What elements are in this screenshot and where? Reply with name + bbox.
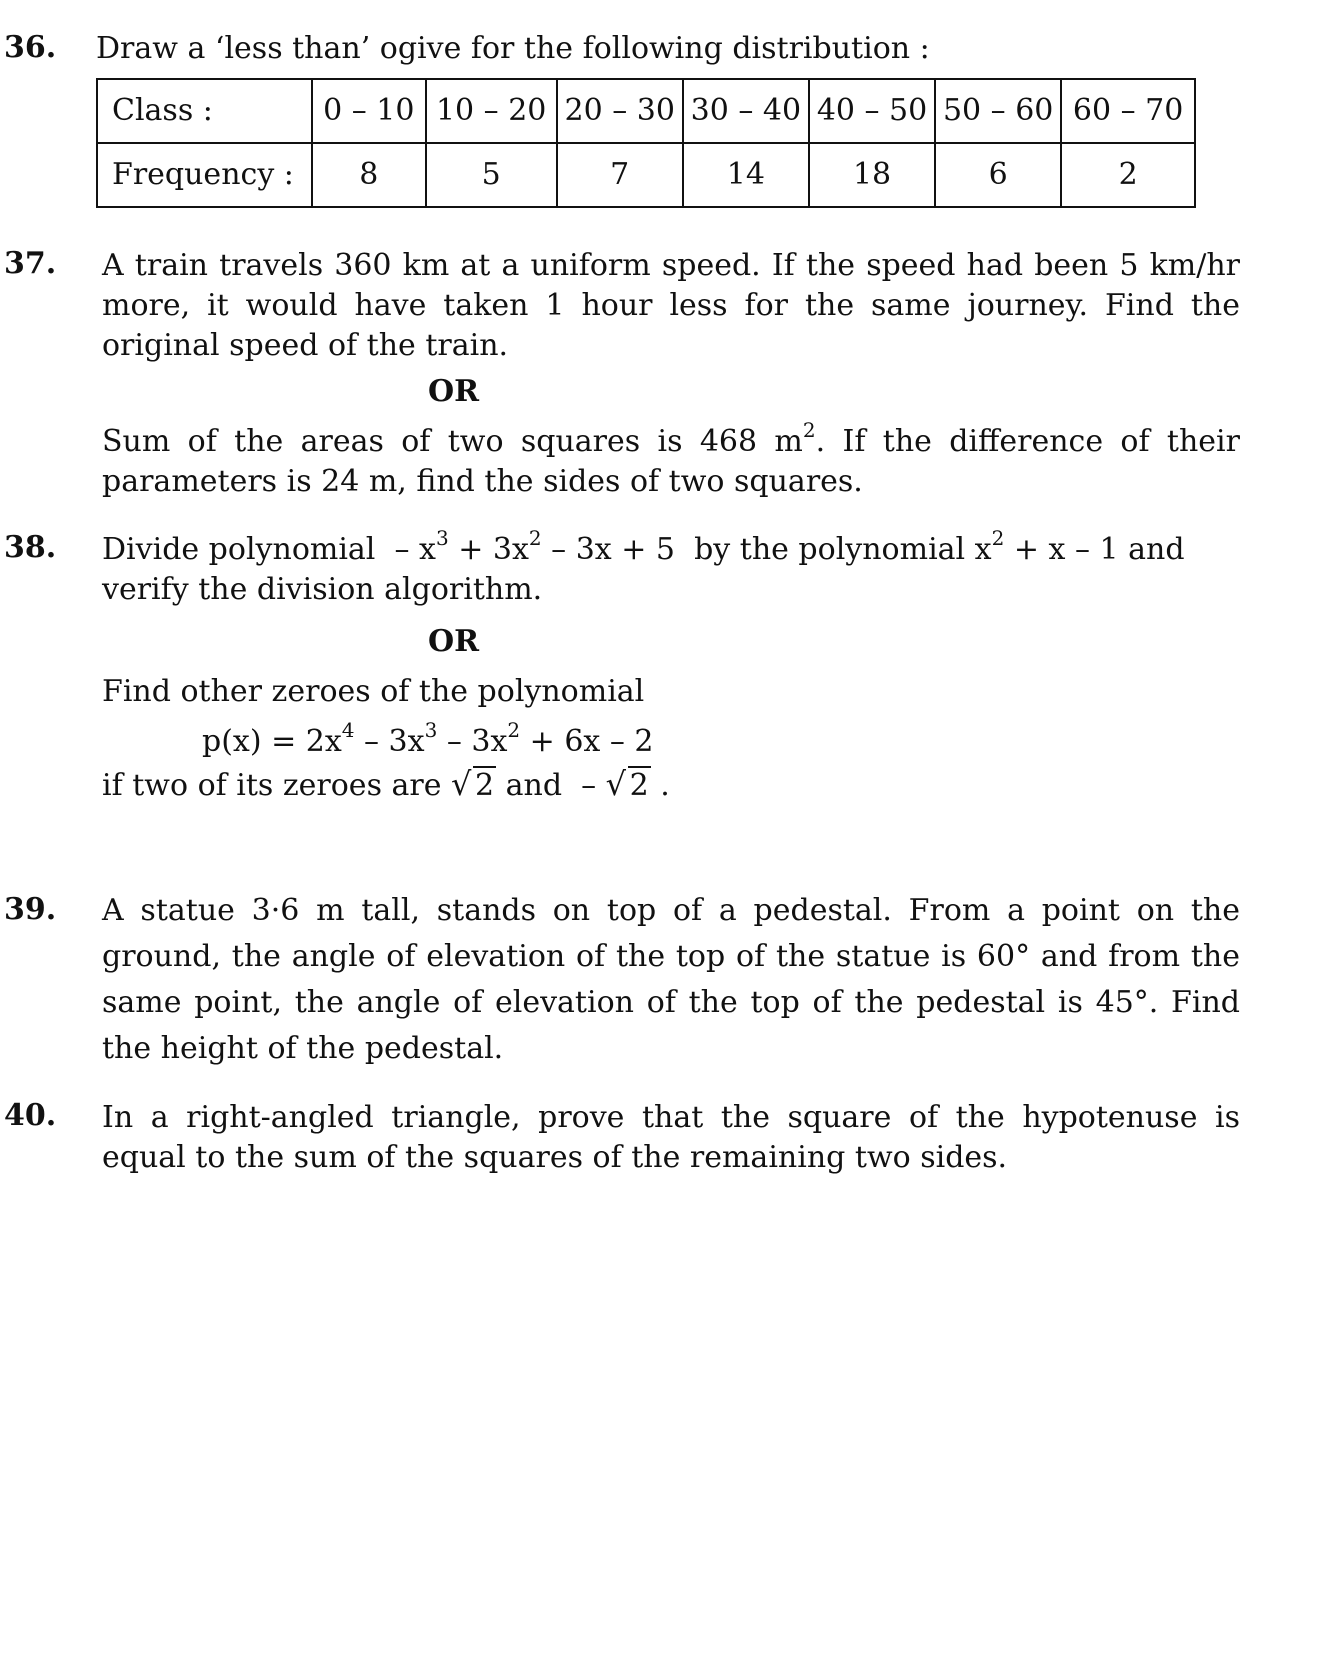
table-cell: 6 [935,143,1061,207]
question-text: A train travels 360 km at a uniform speed. If the speed had been 5 km/hr more, it would have taken 1 hour less for the same journey. Find the original speed of the train. [102,248,1240,363]
table-cell: 18 [809,143,935,207]
table-cell: 5 [426,143,557,207]
question-number: 36. [4,30,57,65]
table-row [97,79,1195,143]
question-number: 37. [4,246,57,281]
table-cell: 40 – 50 [809,79,935,143]
table-row-header: Class : [97,79,312,143]
square-root [451,766,496,806]
alternative-question-text: Find other zeroes of the polynomial [102,674,645,709]
text-segment: p(x) = 2x [202,724,342,759]
question-number: 40. [4,1098,57,1133]
table-cell: 14 [683,143,809,207]
table-cell: 30 – 40 [683,79,809,143]
text-segment: – 3x + 5 by the polynomial x [541,532,992,567]
question-body [102,526,1240,806]
question-body [102,246,1240,502]
alternative-question-text [102,418,1240,502]
radicand: 2 [629,768,649,803]
superscript: 3 [424,718,438,742]
question-number: 38. [4,530,57,565]
table-row [97,143,1195,207]
text-segment: Divide polynomial – x [102,532,436,567]
text-segment: and – [496,768,606,803]
frequency-table [96,78,1196,208]
table-cell: 10 – 20 [426,79,557,143]
question-text: In a right-angled triangle, prove that the square of the hypotenuse is equal to the sum of the squares of the remaining two sides. [102,1100,1240,1175]
table-cell: 0 – 10 [312,79,426,143]
or-separator: OR [428,624,480,659]
superscript: 2 [802,418,816,442]
superscript: 2 [528,526,542,550]
radical-sign-icon: √ [451,765,472,803]
table-cell: 50 – 60 [935,79,1061,143]
or-separator: OR [428,374,480,409]
table-cell: 7 [557,143,683,207]
question-body [96,30,1196,208]
text-segment: – 3x [437,724,508,759]
text-segment: + x – 1 and verify the division algorithm. [102,532,1185,607]
zeroes-line [102,766,1240,806]
question-text: Draw a ‘less than’ ogive for the following distribution : [96,31,930,66]
table-cell: 8 [312,143,426,207]
text-segment: . [650,768,670,803]
table-cell: 20 – 30 [557,79,683,143]
text-segment: – 3x [354,724,425,759]
question-text: A statue 3·6 m tall, stands on top of a pedestal. From a point on the ground, the angle of elevation of the top of the statue is 60° and from the same point, the angle of elevation of the top of the pedestal is 45°. Find the height of the pedestal. [102,893,1240,1066]
text-segment: + 3x [448,532,529,567]
table-cell: 60 – 70 [1061,79,1195,143]
text-segment: + 6x – 2 [520,724,654,759]
radical-sign-icon: √ [605,765,627,803]
superscript: 2 [991,526,1005,550]
superscript: 3 [435,526,449,550]
question-number: 39. [4,892,57,927]
superscript: 4 [341,718,355,742]
text-segment: if two of its zeroes are [102,768,452,803]
polynomial-formula [102,718,1240,762]
text-segment: . If the difference of their parameters is 24 m, find the sides of two squares. [102,424,1240,499]
square-root [606,766,651,806]
question-text [102,526,1240,610]
table-row-header: Frequency : [97,143,312,207]
table-cell: 2 [1061,143,1195,207]
superscript: 2 [507,718,521,742]
text-segment: Sum of the areas of two squares is 468 m [102,424,803,459]
radicand: 2 [475,768,495,803]
